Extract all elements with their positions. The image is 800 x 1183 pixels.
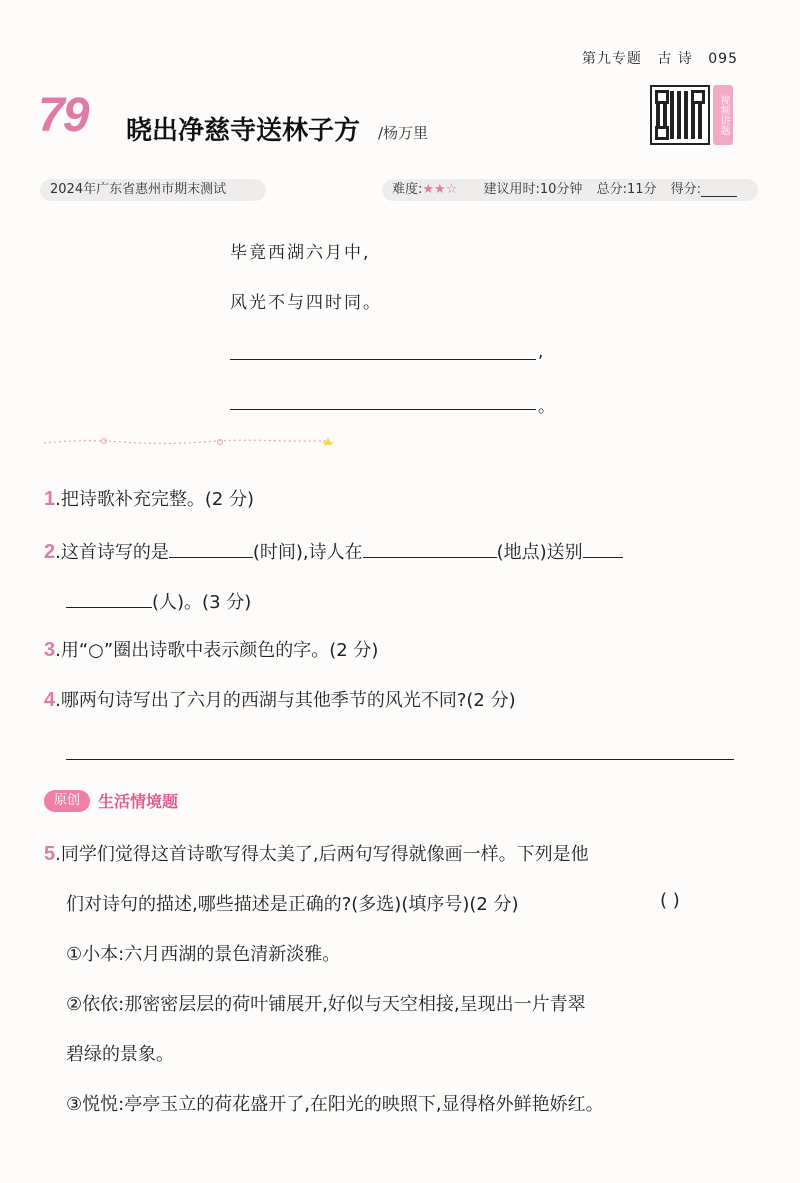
section-label: 生活情境题 — [98, 792, 179, 811]
meta-pill — [382, 179, 758, 201]
topic-label: 第九专题 — [581, 51, 642, 67]
person-blank-a[interactable] — [583, 539, 623, 558]
qr-corner-tl — [655, 90, 669, 104]
source-pill — [40, 179, 266, 201]
option-3: ③悦悦:亭亭玉立的荷花盛开了,在阳光的映照下,显得格外鲜艳娇红。 — [66, 1094, 604, 1115]
time-blank[interactable] — [169, 539, 253, 558]
question-number: 5 — [44, 843, 56, 865]
video-tag[interactable]: 视频讲题 — [713, 85, 733, 145]
question-text-part4: (人)。(3 分) — [152, 592, 252, 613]
place-blank[interactable] — [363, 539, 497, 558]
question-5-line2: 们对诗句的描述,哪些描述是正确的?(多选)(填序号)(2 分) — [66, 894, 519, 915]
question-1 — [44, 485, 254, 511]
question-number: 1 — [44, 488, 56, 510]
poem-author: /杨万里 — [378, 124, 429, 142]
question-number: 3 — [44, 639, 56, 661]
page-header — [572, 48, 738, 68]
question-text: .把诗歌补充完整。(2 分) — [55, 489, 255, 510]
question-5-line1: .同学们觉得这首诗歌写得太美了,后两句写得就像画一样。下列是他 — [55, 844, 589, 865]
difficulty-label: 难度: — [392, 182, 423, 197]
source-text: 2024年广东省惠州市期末测试 — [50, 182, 227, 197]
question-4 — [44, 686, 516, 712]
question-number: 2 — [44, 541, 56, 563]
dotted-divider — [42, 436, 334, 446]
question-text-part2: (时间),诗人在 — [252, 542, 363, 563]
page-number: 095 — [708, 51, 738, 67]
question-5-line2-row — [66, 890, 519, 916]
star-icon — [322, 437, 334, 446]
person-blank-b[interactable] — [66, 589, 152, 608]
question-2 — [44, 538, 623, 564]
poem-blank-3[interactable] — [230, 358, 536, 360]
poem-blank-3-punct: , — [538, 342, 544, 362]
option-1: ①小本:六月西湖的景色清新淡雅。 — [66, 944, 341, 965]
difficulty-stars-icon: ★★☆ — [422, 182, 458, 197]
option-2-cont: 碧绿的景象。 — [66, 1044, 174, 1065]
question-text-part3: (地点)送别 — [496, 542, 583, 563]
question-text-part1: .这首诗写的是 — [55, 542, 169, 563]
question-text: .哪两句诗写出了六月的西湖与其他季节的风光不同?(2 分) — [55, 690, 516, 711]
qr-corner-bl — [655, 126, 669, 140]
section-label-header: 古 诗 — [657, 51, 693, 67]
poem-line-2: 风光不与四时同。 — [230, 293, 382, 313]
question-number: 4 — [44, 689, 56, 711]
total-score-text: 总分:11分 — [596, 182, 657, 197]
answer-paren[interactable]: ( ) — [660, 890, 680, 911]
question-text: .用“○”圈出诗歌中表示颜色的字。(2 分) — [55, 640, 379, 661]
question-2-cont — [66, 588, 251, 614]
score-label: 得分: — [670, 182, 702, 197]
lesson-number: 79 — [38, 89, 88, 142]
poem-blank-4[interactable] — [230, 408, 536, 410]
poem-line-1: 毕竟西湖六月中, — [230, 243, 371, 263]
question-5 — [44, 840, 589, 866]
info-bar — [40, 179, 758, 201]
poem-title: 晓出净慈寺送林子方 — [126, 116, 361, 146]
option-2: ②依依:那密密层层的荷叶铺展开,好似与天空相接,呈现出一片青翠 — [66, 994, 586, 1015]
time-text: 建议用时:10分钟 — [483, 182, 583, 197]
answer-line-q4[interactable] — [66, 759, 734, 760]
qr-corner-tr — [691, 90, 705, 104]
qr-code-icon[interactable] — [650, 85, 710, 145]
poem-blank-4-punct: 。 — [538, 397, 555, 417]
original-badge: 原创 — [44, 790, 90, 812]
question-3 — [44, 636, 378, 662]
score-blank[interactable] — [701, 182, 737, 197]
